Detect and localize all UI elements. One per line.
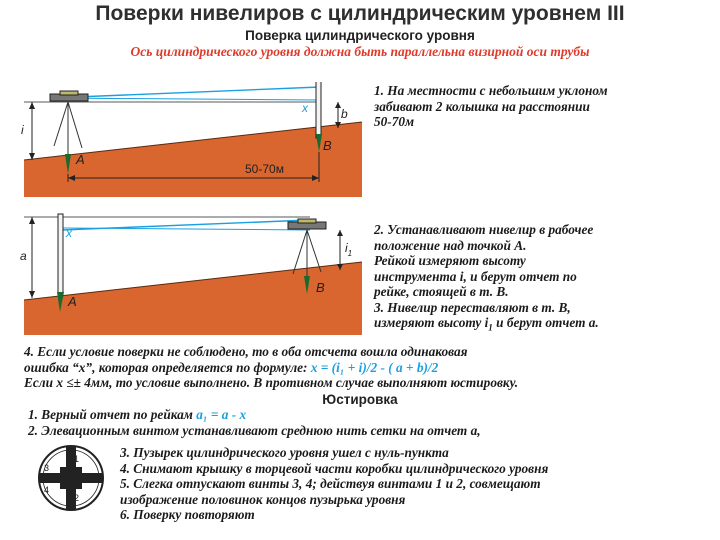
label-i1: $i_1$ <box>345 241 353 258</box>
step3-line: измеряют высоту $i_1$ и берут отчет а. <box>374 315 599 333</box>
adjustment-step: 4. Снимают крышку в торцевой части коробки цилиндрического уровня <box>120 460 549 476</box>
screw-3: 3 <box>44 463 50 473</box>
screw-2: 2 <box>74 493 80 503</box>
label-x: x <box>66 226 72 240</box>
adjustment-title: Юстировка <box>322 392 398 407</box>
step2-line: рейке, стоящей в т. В. <box>374 284 509 299</box>
step2-line: Рейкой измеряют высоту <box>374 253 526 268</box>
label-a: a <box>20 249 27 263</box>
page-title: Поверки нивелиров с цилиндрическим уровнем III <box>95 2 625 25</box>
label-a-point: A <box>68 294 77 309</box>
screw-1: 1 <box>74 454 80 464</box>
page-subtitle: Поверка цилиндрического уровня <box>245 28 475 43</box>
step1-line: 1. На местности с небольшим уклоном <box>374 83 608 98</box>
diagram-setup-at-a <box>10 82 370 197</box>
error-formula: х = (i₁ + i)/2 - ( а + b)/2 <box>310 359 439 375</box>
step4-line: 4. Если условие поверки не соблюдено, то в оба отсчета вошла одинаковая <box>24 344 468 359</box>
steps-block-2 <box>374 222 704 336</box>
step4-line: ошибка “х”, которая определяется по формуле: х = (i₁ + i)/2 - ( а + b)/2 <box>24 359 439 375</box>
distance-label: 50-70м <box>245 162 284 176</box>
label-b-point: B <box>316 280 325 295</box>
adjustment-line-2: 2. Элевационным винтом устанавливают среднюю нить сетки на отчет а, <box>28 423 481 438</box>
label-b: b <box>341 107 348 121</box>
correct-reading-formula: а₁ = а - х <box>196 407 247 422</box>
adjustment-steps <box>120 445 720 523</box>
ground-slope <box>24 122 362 197</box>
diagram-setup-at-b <box>10 210 370 335</box>
adjustment-step: 6. Поверку повторяют <box>120 507 255 522</box>
staff-b <box>316 82 321 138</box>
adjustment-step: 5. Слегка отпускают винты 3, 4; действуя винтами 1 и 2, совмещают <box>120 476 541 491</box>
steps-block-1 <box>374 83 704 130</box>
staff-a <box>58 214 63 296</box>
step2-line: положение над точкой А. <box>374 237 527 253</box>
step1-line: забивают 2 колышка на расстоянии <box>374 98 590 114</box>
label-i: i <box>21 123 24 137</box>
screw-4: 4 <box>44 485 50 495</box>
label-a: A <box>76 152 85 167</box>
label-x: x <box>302 101 308 115</box>
adjustment-line-1: 1. Верный отчет по рейкам а₁ = а - х <box>28 407 247 422</box>
step1-line: 50-70м <box>374 114 415 129</box>
sight-line-horizontal <box>52 98 320 100</box>
step4-block <box>24 344 714 391</box>
step2-line: инструмента i, и берут отчет по <box>374 268 577 284</box>
check-condition: Ось цилиндрического уровня должна быть параллельна визирной оси трубы <box>130 44 590 59</box>
step4-line: Если х ≤± 4мм, то условие выполнено. В противном случае выполняют юстировку. <box>24 375 519 390</box>
step3-line: 3. Нивелир переставляют в т. В, <box>374 299 571 315</box>
level-screws-diagram <box>36 443 106 513</box>
adjustment-step: 3. Пузырек цилиндрического уровня ушел с нуль-пункта <box>120 445 449 460</box>
sight-line <box>52 87 320 98</box>
label-b-point: B <box>323 138 332 153</box>
adjustment-step: изображение половинок концов пузырька уровня <box>120 491 406 507</box>
step2-line: 2. Устанавливают нивелир в рабочее <box>374 222 594 237</box>
